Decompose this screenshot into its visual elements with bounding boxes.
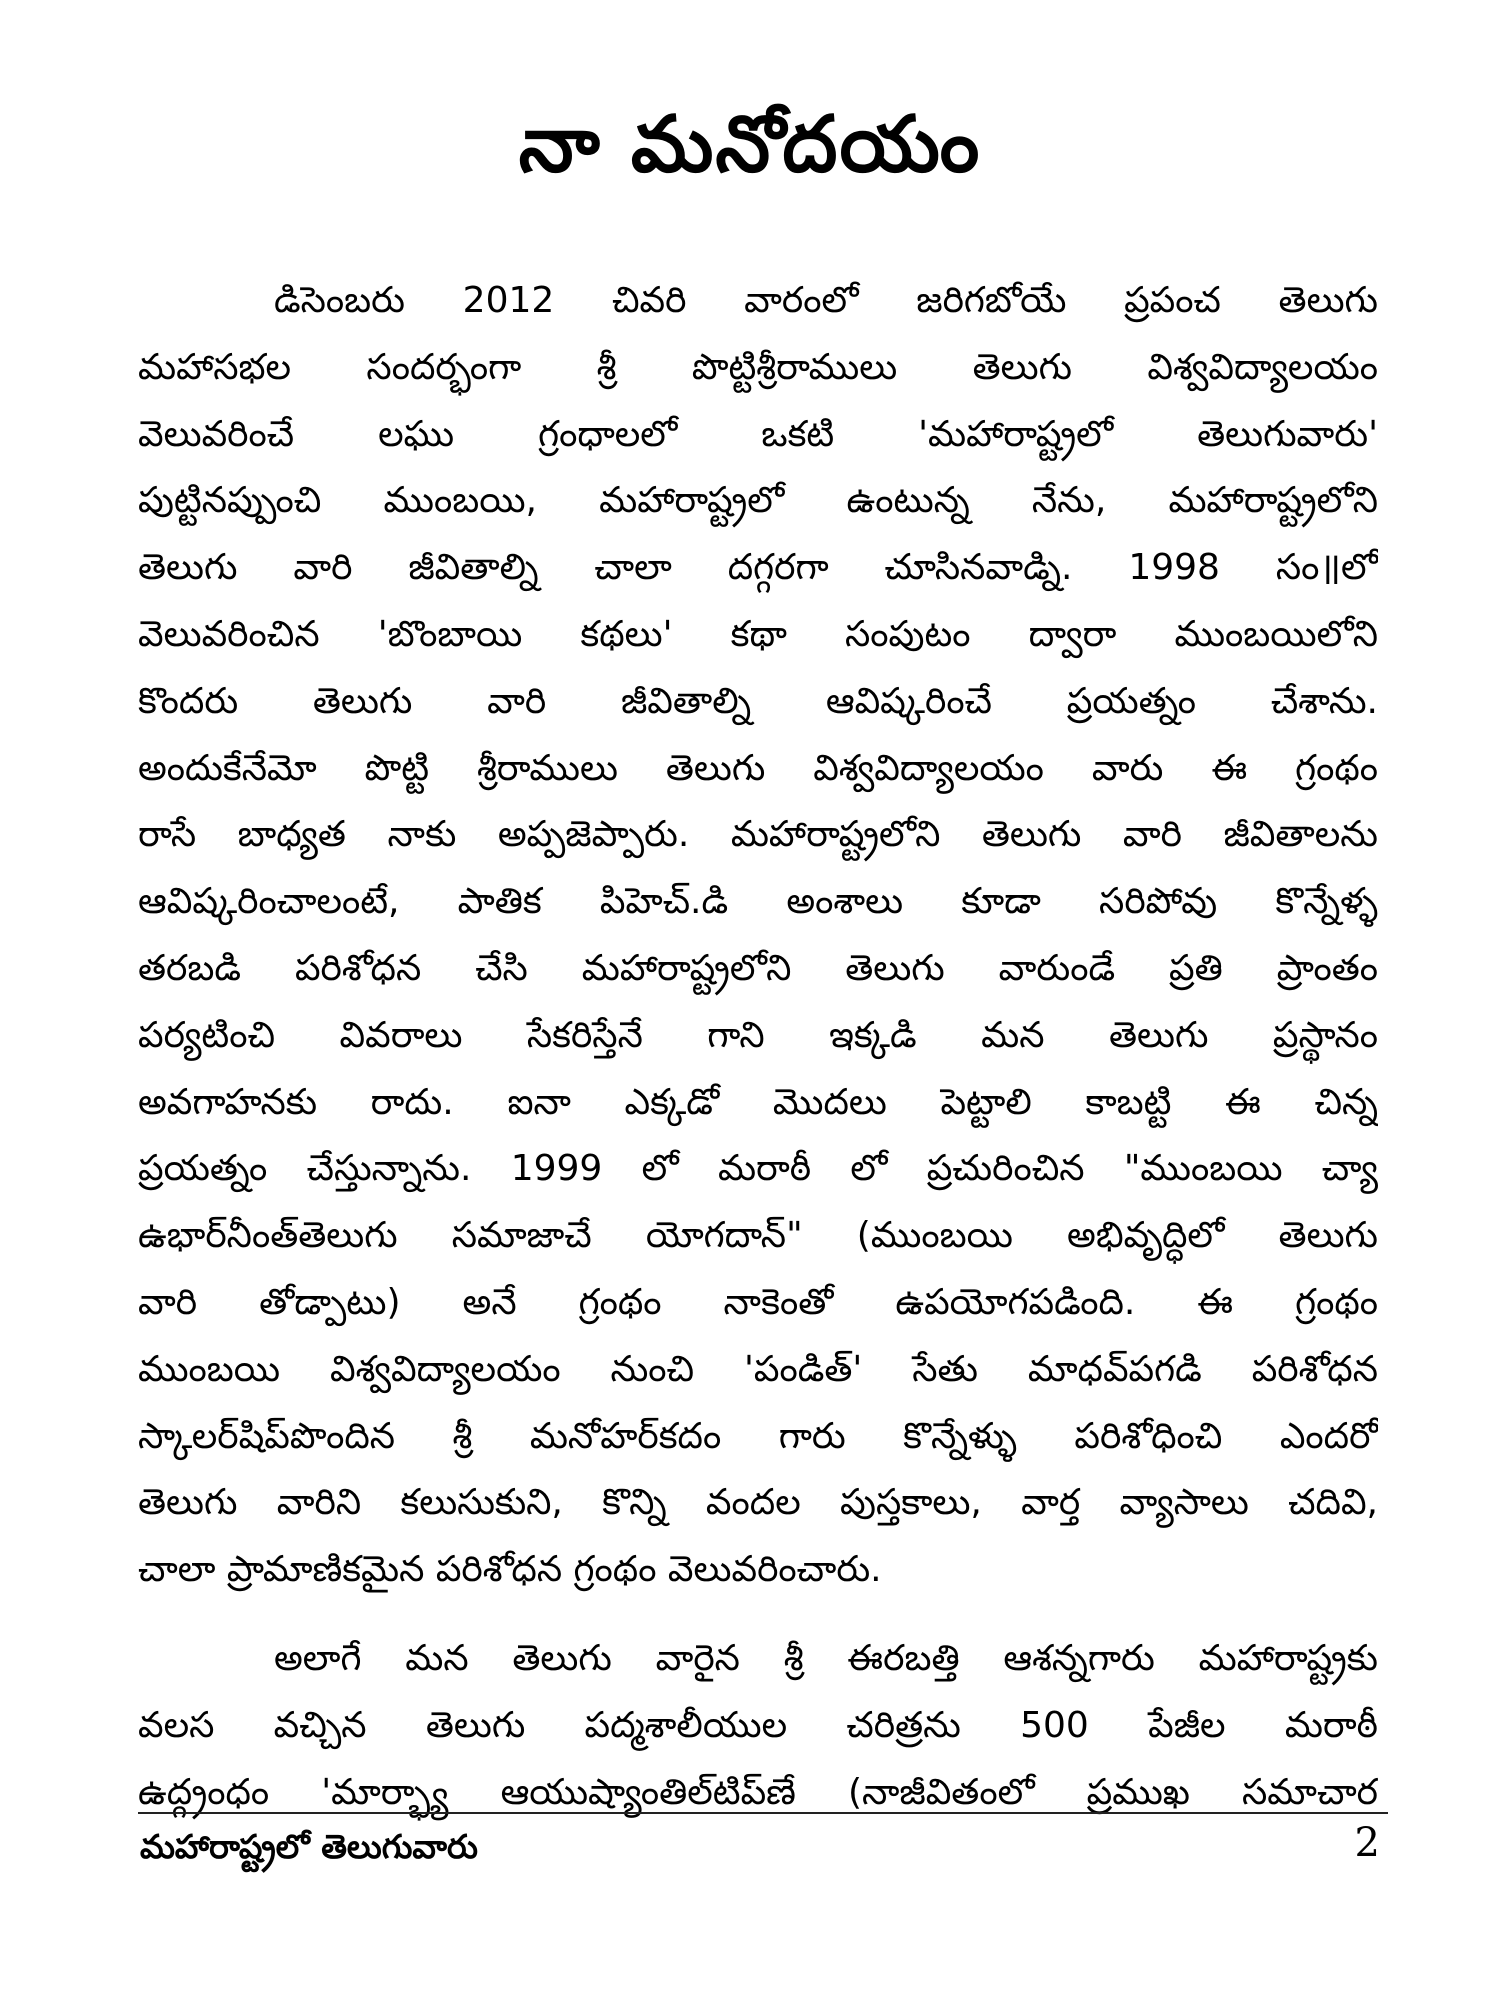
- running-footer-title: మహారాష్ట్రలో తెలుగువారు: [140, 1827, 478, 1866]
- text-line: పుట్టినప్పుంచి ముంబయి, మహారాష్ట్రలో ఉంటున్న నేను, మహారాష్ట్రలోని: [138, 480, 1378, 522]
- text-line: కొందరు తెలుగు వారి జీవితాల్ని ఆవిష్కరించే ప్రయత్నం చేశాను.: [138, 680, 1378, 722]
- text-line: ముంబయి విశ్వవిద్యాలయం నుంచి 'పండిత్' సేతు మాధవ్‌పగడి పరిశోధన: [138, 1348, 1378, 1390]
- page-number: 2: [1354, 1820, 1380, 1866]
- text-line: ఆవిష్కరించాలంటే, పాతిక పిహెచ్.డి అంశాలు కూడా సరిపోవు కొన్నేళ్ళ: [138, 881, 1378, 923]
- text-line: తెలుగు వారిని కలుసుకుని, కొన్ని వందల పుస్తకాలు, వార్త వ్యాసాలు చదివి,: [138, 1482, 1378, 1524]
- page-title: నా మనోదయం: [518, 100, 982, 190]
- footer-divider: [138, 1812, 1388, 1814]
- text-line: ఉద్గ్రంధం 'మార్భ్యా ఆయుష్యాంతిల్‌టిప్‌ణే (నాజీవితంలో ప్రముఖ సమాచార: [138, 1771, 1378, 1813]
- text-line: అందుకేనేమో పొట్టి శ్రీరాములు తెలుగు విశ్వవిద్యాలయం వారు ఈ గ్రంథం: [138, 747, 1378, 789]
- text-line: అవగాహనకు రాదు. ఐనా ఎక్కడో మొదలు పెట్టాలి కాబట్టి ఈ చిన్న: [138, 1081, 1378, 1123]
- paragraph-1: [138, 268, 1378, 1604]
- text-line: తెలుగు వారి జీవితాల్ని చాలా దగ్గరగా చూసినవాడ్ని. 1998 సం॥లో: [138, 547, 1378, 589]
- text-line: ఉభార్‌నీంత్‌తెలుగు సమాజాచే యోగదాన్" (ముంబయి అభివృద్ధిలో తెలుగు: [138, 1215, 1378, 1257]
- text-line: వెలువరించే లఘు గ్రంధాలలో ఒకటి 'మహారాష్ట్రలో తెలుగువారు': [138, 413, 1378, 455]
- body-text: [138, 268, 1378, 1826]
- text-line: వారి తోడ్పాటు) అనే గ్రంథం నాకెంతో ఉపయోగపడింది. ఈ గ్రంథం: [138, 1281, 1378, 1323]
- text-line: డిసెంబరు 2012 చివరి వారంలో జరిగబోయే ప్రపంచ తెలుగు: [274, 280, 1378, 321]
- text-line: మహాసభల సందర్భంగా శ్రీ పొట్టిశ్రీరాములు తెలుగు విశ్వవిద్యాలయం: [138, 346, 1378, 388]
- text-line: పర్యటించి వివరాలు సేకరిస్తేనే గాని ఇక్కడి మన తెలుగు ప్రస్థానం: [138, 1014, 1378, 1056]
- text-line: స్కాలర్‌షిప్‌పొందిన శ్రీ మనోహర్‌కదం గారు కొన్నేళ్ళు పరిశోధించి ఎందరో: [138, 1415, 1378, 1457]
- text-line: వెలువరించిన 'బొంబాయి కథలు' కథా సంపుటం ద్వారా ముంబయిలోని: [138, 613, 1378, 655]
- text-line: వలస వచ్చిన తెలుగు పద్మశాలీయుల చరిత్రను 500 పేజీల మరాఠీ: [138, 1704, 1378, 1746]
- text-line: అలాగే మన తెలుగు వారైన శ్రీ ఈరబత్తి ఆశన్నగారు మహారాష్ట్రకు: [274, 1637, 1378, 1679]
- paragraph-2: [138, 1626, 1378, 1826]
- text-line: ప్రయత్నం చేస్తున్నాను. 1999 లో మరాఠీ లో ప్రచురించిన "ముంబయి చ్యా: [138, 1148, 1378, 1190]
- text-line: చాలా ప్రామాణికమైన పరిశోధన గ్రంథం వెలువరించారు.: [138, 1549, 882, 1591]
- text-line: రాసే బాధ్యత నాకు అప్పజెప్పారు. మహారాష్ట్రలోని తెలుగు వారి జీవితాలను: [138, 814, 1378, 856]
- text-line: తరబడి పరిశోధన చేసి మహారాష్ట్రలోని తెలుగు వారుండే ప్రతి ప్రాంతం: [138, 947, 1378, 989]
